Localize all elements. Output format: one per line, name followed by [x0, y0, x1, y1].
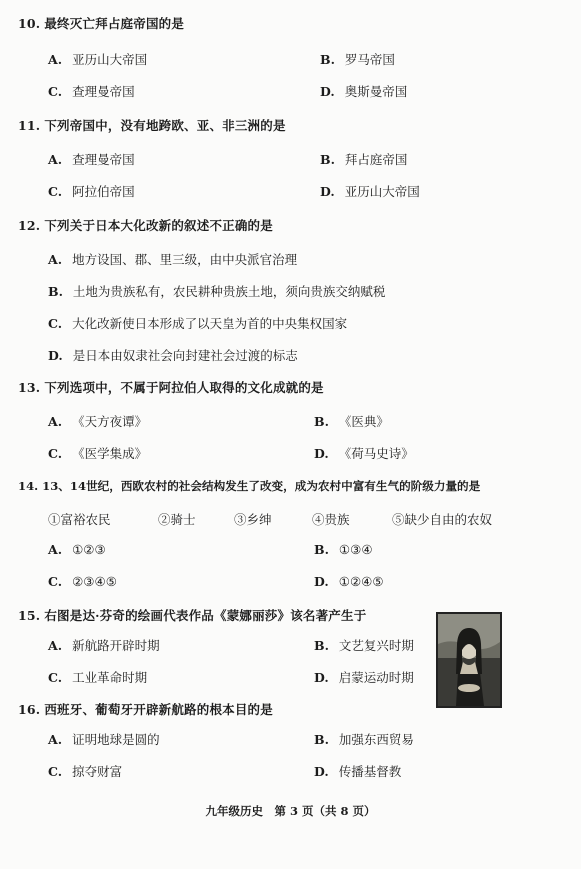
option-12-b[interactable]: B. 土地为贵族私有，农民耕种贵族土地，须向贵族交纳赋税 [48, 284, 386, 299]
item-14-5: ⑤缺少自由的农奴 [392, 512, 493, 527]
question-16 [18, 700, 273, 718]
option-14-a[interactable]: A. ①②③ [48, 542, 106, 557]
option-15-d[interactable]: D. 启蒙运动时期 [314, 670, 414, 685]
option-13-d[interactable]: D. 《荷马史诗》 [314, 446, 414, 461]
question-10 [18, 14, 184, 32]
item-14-3: ③乡绅 [234, 512, 272, 527]
option-13-a[interactable]: A. 《天方夜谭》 [48, 414, 148, 429]
option-12-c[interactable]: C. 大化改新使日本形成了以天皇为首的中央集权国家 [48, 316, 348, 331]
option-10-d[interactable]: D. 奥斯曼帝国 [320, 84, 408, 99]
option-11-a[interactable]: A. 查理曼帝国 [48, 152, 135, 167]
item-14-4: ④贵族 [312, 512, 350, 527]
option-12-a[interactable]: A. 地方设国、郡、里三级，由中央派官治理 [48, 252, 298, 267]
option-10-a[interactable]: A. 亚历山大帝国 [48, 52, 148, 67]
question-stem: 下列选项中，不属于阿拉伯人取得的文化成就的是 [44, 380, 324, 395]
question-number: 14. [18, 479, 39, 493]
option-14-c[interactable]: C. ②③④⑤ [48, 574, 117, 589]
option-13-c[interactable]: C. 《医学集成》 [48, 446, 148, 461]
option-15-c[interactable]: C. 工业革命时期 [48, 670, 148, 685]
question-number: 11. [18, 118, 41, 133]
option-16-d[interactable]: D. 传播基督教 [314, 764, 402, 779]
option-11-c[interactable]: C. 阿拉伯帝国 [48, 184, 135, 199]
question-13 [18, 378, 324, 396]
mona-lisa-painting [436, 612, 502, 708]
page-footer: 九年级历史 第 3 页（共 8 页） [205, 804, 376, 818]
option-10-c[interactable]: C. 查理曼帝国 [48, 84, 135, 99]
question-number: 10. [18, 16, 41, 31]
question-number: 12. [18, 218, 41, 233]
question-11 [18, 116, 286, 134]
option-16-c[interactable]: C. 掠夺财富 [48, 764, 123, 779]
question-stem: 下列关于日本大化改新的叙述不正确的是 [44, 218, 273, 233]
question-stem: 13、14世纪，西欧农村的社会结构发生了改变，成为农村中富有生气的阶级力量的是 [42, 479, 481, 493]
question-12 [18, 216, 273, 234]
question-number: 13. [18, 380, 41, 395]
painting-image [438, 614, 500, 706]
option-16-b[interactable]: B. 加强东西贸易 [314, 732, 414, 747]
option-11-b[interactable]: B. 拜占庭帝国 [320, 152, 408, 167]
option-15-a[interactable]: A. 新航路开辟时期 [48, 638, 160, 653]
option-15-b[interactable]: B. 文艺复兴时期 [314, 638, 414, 653]
question-14 [18, 478, 480, 494]
question-stem: 右图是达·芬奇的绘画代表作品《蒙娜丽莎》该名著产生于 [44, 608, 367, 623]
item-14-2: ②骑士 [158, 512, 196, 527]
option-14-b[interactable]: B. ①③④ [314, 542, 373, 557]
option-13-b[interactable]: B. 《医典》 [314, 414, 389, 429]
question-stem: 最终灭亡拜占庭帝国的是 [44, 16, 185, 31]
option-10-b[interactable]: B. 罗马帝国 [320, 52, 395, 67]
option-12-d[interactable]: D. 是日本由奴隶社会向封建社会过渡的标志 [48, 348, 298, 363]
question-15 [18, 606, 366, 624]
question-number: 15. [18, 608, 41, 623]
option-11-d[interactable]: D. 亚历山大帝国 [320, 184, 420, 199]
option-16-a[interactable]: A. 证明地球是圆的 [48, 732, 160, 747]
question-number: 16. [18, 702, 41, 717]
question-stem: 下列帝国中，没有地跨欧、亚、非三洲的是 [44, 118, 286, 133]
option-14-d[interactable]: D. ①②④⑤ [314, 574, 384, 589]
item-14-1: ①富裕农民 [48, 512, 111, 527]
question-stem: 西班牙、葡萄牙开辟新航路的根本目的是 [44, 702, 273, 717]
